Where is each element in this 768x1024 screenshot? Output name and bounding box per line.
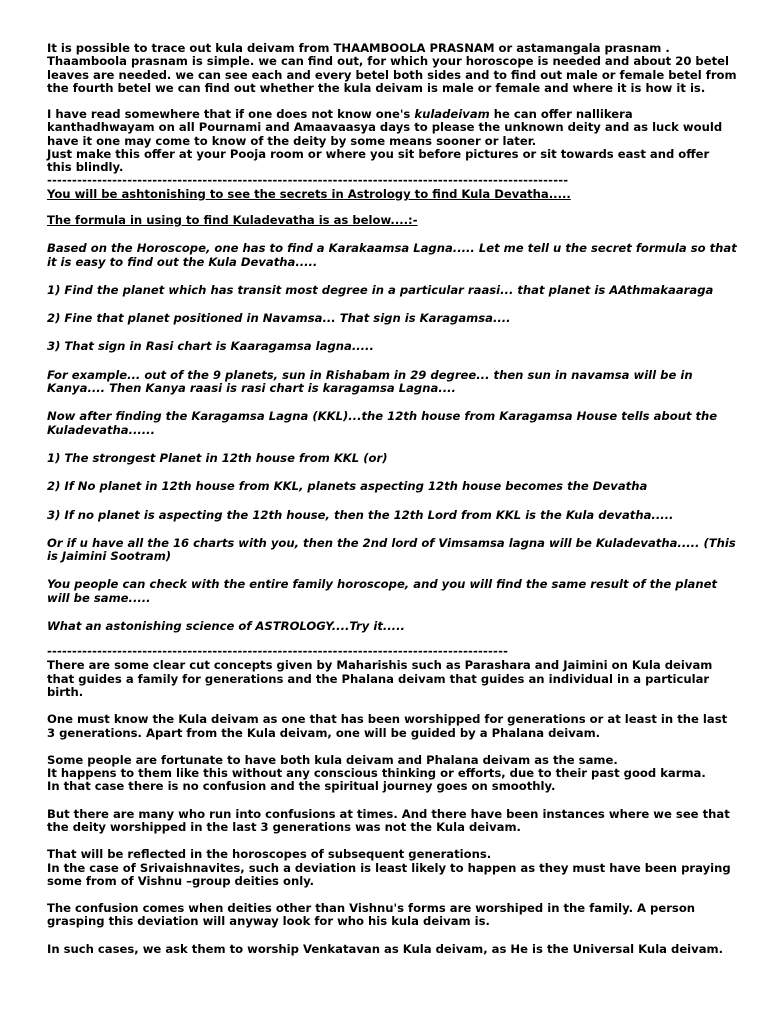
formula-line-0: Based on the Horoscope, one has to find a Karakaamsa Lagna..... Let me tell u the secret formula so that it is easy to find out the Kula Devatha..... — [47, 241, 737, 269]
formula-line-7: 2) If No planet in 12th house from KKL, planets aspecting 12th house becomes the Devatha — [47, 479, 648, 494]
formula-line-4: For example... out of the 9 planets, sun in Rishabam in 29 degree... then sun in navamsa will be in Kanya.... Then Kanya raasi is rasi chart is karagamsa Lagna.... — [47, 367, 693, 396]
separator-rule-1: -------------------------------------------------------------------------------------------------------- — [47, 174, 569, 187]
concepts-paragraph-5a: That will be reflected in the horoscopes of subsequent generations. — [47, 847, 492, 862]
formula-line-9: Or if u have all the 16 charts with you, then the 2nd lord of Vimsamsa lagna will be Kuladevatha..... (This is Jaimini Sootram) — [47, 535, 736, 564]
separator-rule-2: -------------------------------------------------------------------------------------------- — [47, 646, 509, 659]
formula-heading-2: The formula in using to find Kuladevatha is as below....:- — [47, 212, 418, 227]
formula-heading-1: You will be ashtonishing to see the secrets in Astrology to find Kula Devatha..... — [47, 186, 571, 201]
concepts-paragraph-7: In such cases, we ask them to worship Venkatavan as Kula deivam, as He is the Universal Kula deivam. — [47, 941, 724, 956]
document-page — [47, 42, 737, 956]
formula-line-11: What an astonishing science of ASTROLOGY....Try it..... — [47, 619, 405, 634]
formula-line-1: 1) Find the planet which has transit most degree in a particular raasi... that planet is AAthmakaaraga — [47, 282, 714, 297]
intro-p2-before: I have read somewhere that if one does not know one's — [47, 107, 415, 122]
formula-line-3: 3) That sign in Rasi chart is Kaaragamsa lagna..... — [47, 339, 374, 354]
concepts-paragraph-3b: It happens to them like this without any conscious thinking or efforts, due to their past good karma. — [47, 766, 706, 781]
formula-line-6: 1) The strongest Planet in 12th house from KKL (or) — [47, 450, 388, 465]
formula-line-10: You people can check with the entire family horoscope, and you will find the same result of the planet will be same..... — [47, 577, 718, 605]
formula-line-2: 2) Fine that planet positioned in Navamsa... That sign is Karagamsa.... — [47, 311, 511, 326]
concepts-paragraph-2: One must know the Kula deivam as one that has been worshipped for generations or at least in the last 3 generations. Apart from the Kula deivam, one will be guided by a Phalana deivam. — [47, 712, 728, 740]
concepts-paragraph-1: There are some clear cut concepts given by Maharishis such as Parashara and Jaimini on Kula deivam that guides a family for generations and the Phalana deivam that guides an individual in a particular birth. — [47, 658, 713, 699]
intro-paragraph-1: It is possible to trace out kula deivam from THAAMBOOLA PRASNAM or astamangala prasnam . Thaamboola prasnam is simple. we can find out, for which your horoscope is needed and about 20 betel leaves are needed. we can see each and every betel both sides and to find out male or female betel from the fourth betel we can find out whether the kula deivam is male or female and where it is how it is. — [47, 41, 737, 95]
concepts-paragraph-3c: In that case there is no confusion and the spiritual journey goes on smoothly. — [47, 779, 556, 794]
kuladeivam-term: kuladeivam — [414, 107, 490, 122]
formula-line-5: Now after finding the Karagamsa Lagna (KKL)...the 12th house from Karagamsa House tells about the Kuladevatha...... — [47, 409, 718, 437]
concepts-paragraph-3a: Some people are fortunate to have both kula deivam and Phalana deivam as the same. — [47, 752, 618, 767]
intro-paragraph-3: Just make this offer at your Pooja room or where you sit before pictures or sit towards east and offer this blindly. — [47, 147, 710, 175]
concepts-paragraph-6: The confusion comes when deities other than Vishnu's forms are worshiped in the family. A person grasping this deviation will anyway look for who his kula deivam is. — [47, 901, 696, 929]
intro-p2-after: he can offer nallikera kanthadhwayam on all Pournami and Amaavaasya days to please the unknown deity and as luck would have it one may come to know of the deity by some means sooner or later. — [47, 107, 723, 148]
intro-paragraph-2 — [47, 108, 737, 148]
concepts-paragraph-5b: In the case of Srivaishnavites, such a deviation is least likely to happen as they must have been praying some from of Vishnu –group deities only. — [47, 860, 731, 888]
formula-line-8: 3) If no planet is aspecting the 12th house, then the 12th Lord from KKL is the Kula devatha..... — [47, 507, 674, 522]
concepts-paragraph-4: But there are many who run into confusions at times. And there have been instances where we see that the deity worshipped in the last 3 generations was not the Kula deivam. — [47, 806, 730, 834]
